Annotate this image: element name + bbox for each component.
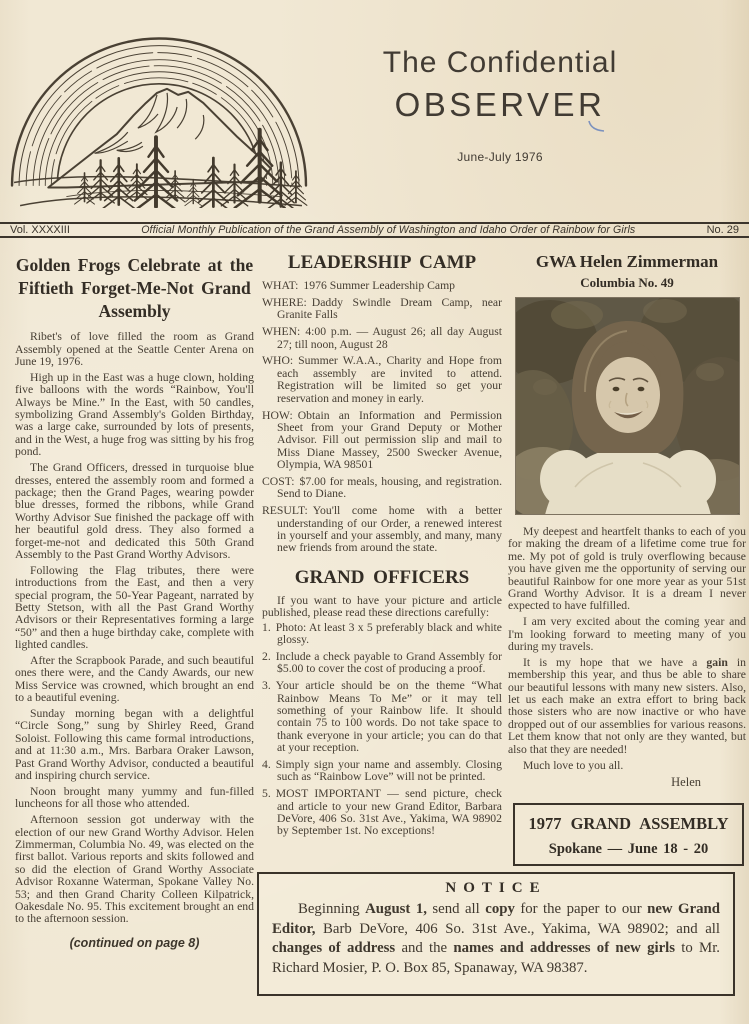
article-paragraph-4: Following the Flag tributes, there were introductions from the East, and then a very special program, the 50-Year Pageant, narrated by Betty Stetson, with all the Past Grand Worthy Advisors or their Representatives forming a large “50” and then a huge birthday cake, complete with lighted candles. xyxy=(15,563,254,652)
camp-item-result xyxy=(262,505,502,555)
camp-item-how xyxy=(262,410,502,472)
rainbow-mountain-logo xyxy=(6,14,308,208)
officers-item-number: 5. xyxy=(262,787,271,801)
officers-item-number: 1. xyxy=(262,620,271,634)
letter-paragraph-3: It is my hope that we have a gain in membership this year, and thus be able to share our beautiful lessons with many new sisters. Also, let us each make an extra effort to bring back those sisters who are now inactive or who have dropped out of our assemblies for various reasons. Let them know that not only are they wanted, but also that they are needed! xyxy=(508,655,747,756)
camp-item-label: WHO: xyxy=(262,354,294,368)
camp-item-text: You'll come home with a better understanding of our Order, a renewed interest in yourself and your assembly, and many, many new friends from around the state. xyxy=(277,504,502,555)
letter-paragraph-2: I am very excited about the coming year and I'm looking forward to meeting many of you during my travels. xyxy=(508,615,746,654)
grand-assembly-box xyxy=(513,803,744,866)
officers-item-1 xyxy=(262,622,502,647)
officers-item-5 xyxy=(262,788,502,838)
grand-assembly-date: Spokane — June 18 - 20 xyxy=(548,841,709,857)
letter-paragraph-4: Much love to you all. xyxy=(523,758,624,772)
camp-item-text: Obtain an Information and Permission Sheet from your Grand Deputy or Mother Advisor. Fill out permission slip and mail to Miss Diane Massey, 2500 Swecker Avenue, Olympia, WA 98501 xyxy=(277,408,502,472)
camp-item-where xyxy=(262,297,502,322)
article-paragraph-5: After the Scrapbook Parade, and such beautiful ones there were, and the Candy Awards, our new Miss Service was crowned, which brought an end to a beautiful evening. xyxy=(15,654,254,705)
officers-item-2 xyxy=(262,651,502,676)
officers-item-3 xyxy=(262,680,502,754)
officers-item-4 xyxy=(262,759,502,784)
officers-item-text: Include a check payable to Grand Assembly for $5.00 to cover the cost of producing a proof. xyxy=(275,649,502,676)
grand-assembly-title: 1977 GRAND ASSEMBLY xyxy=(528,814,729,833)
pen-mark xyxy=(588,120,606,134)
article-paragraph-7: Noon brought many yummy and fun-filled luncheons for all those who attended. xyxy=(15,784,254,811)
article-paragraph-2: High up in the East was a huge clown, holding five balloons with the words “Rainbow, You'll Always be Mine.” In the East, with 50 candles, symbolizing Grand Assembly's Golden Birthday, was a large cake, surrounded by lots of presents, and in the West, a huge frog was sitting by his frog pond. xyxy=(15,370,254,459)
signature: Helen xyxy=(671,775,701,790)
camp-item-text: Daddy Swindle Dream Camp, near Granite Falls xyxy=(277,295,502,322)
officers-title: GRAND OFFICERS xyxy=(294,566,470,588)
masthead-title-line2: OBSERVER xyxy=(394,86,606,123)
volume-label: Vol. XXXXIII xyxy=(10,224,70,236)
right-column xyxy=(508,252,746,790)
masthead xyxy=(346,46,654,164)
continued-note: (continued on page 8) xyxy=(69,935,200,950)
camp-item-who xyxy=(262,355,502,405)
camp-item-text: 4:00 p.m. — August 26; all day August 27; till noon, August 28 xyxy=(277,325,502,351)
camp-item-when xyxy=(262,326,502,351)
camp-item-what xyxy=(262,280,502,292)
masthead-date: June-July 1976 xyxy=(457,150,543,164)
issue-number: No. 29 xyxy=(706,224,739,236)
camp-item-label: COST: xyxy=(262,474,295,488)
notice-body: Beginning August 1, send all copy for the paper to our new Grand Editor, Barb DeVore, 406 So. 31st Ave., Yakima, WA 98902; and all changes of address and the names and addresses of new girls to Mr. Richard Mosier, P. O. Box 85, Spanaway, WA 98387. xyxy=(272,901,721,976)
publication-bar xyxy=(0,222,749,238)
left-column xyxy=(15,252,254,950)
officers-item-number: 4. xyxy=(262,758,271,771)
middle-column xyxy=(262,252,502,842)
publication-line: Official Monthly Publication of the Grand Assembly of Washington and Idaho Order of Rainbow for Girls xyxy=(141,224,636,236)
officers-item-text: MOST IMPORTANT — send picture, check and article to your new Grand Editor, Barbara DeVore, 406 So. 31st Ave., Yakima, WA 98902 by September 1st. No exceptions! xyxy=(275,787,502,838)
officers-item-text: Photo: At least 3 x 5 preferably black and white glossy. xyxy=(275,620,502,646)
camp-item-text: Summer W.A.A., Charity and Hope from each assembly are invited to attend. Registration will be limited so get your reservation and money in early. xyxy=(277,354,502,405)
camp-item-cost xyxy=(262,476,502,501)
masthead-title-line1: The Confidential xyxy=(382,46,618,79)
officers-intro: If you want to have your picture and article published, please read these directions carefully: xyxy=(262,593,502,620)
camp-item-label: WHERE: xyxy=(262,295,307,309)
article-paragraph-8: Afternoon session got underway with the election of our new Grand Worthy Advisor. Helen Zimmerman, Columbia No. 49, was elected on the first ballot. Various reports and skits followed and so did the election of Grand Worthy Associate Advisor Roxanne Waterman, Spokane Valley No. 53; and then Grand Charity Colleen Kilpatrick, Oakesdale No. 95. This excitement brought an end to the afternoon session. xyxy=(15,813,254,926)
camp-item-text: 1976 Summer Leadership Camp xyxy=(303,279,456,292)
gwa-photo xyxy=(515,297,740,515)
officers-item-number: 3. xyxy=(262,679,271,693)
article-paragraph-3: The Grand Officers, dressed in turquoise blue dresses, entered the assembly room and formed a package; then the Grand Pages, wearing powder blue dresses, formed the ribbons, while Grand Worthy Advisor Sue finished the package off with her beautiful gold dress. They also formed a forget-me-not and dedicated this 50th Grand Assembly to the Past Grand Worthy Advisors. xyxy=(15,461,254,561)
camp-item-label: WHEN: xyxy=(262,325,301,339)
camp-item-label: HOW: xyxy=(262,408,293,422)
gwa-subtitle: Columbia No. 49 xyxy=(580,275,674,290)
notice-title: NOTICE xyxy=(445,880,547,896)
camp-title: LEADERSHIP CAMP xyxy=(287,252,477,273)
letter-paragraph-1: My deepest and heartfelt thanks to each of you for making the dream of a lifetime come true for me. My pot of gold is truly overflowing because you have given me the opportunity of serving our beautiful Rainbow for one more year as your 51st Grand Worthy Advisor. It is a dream I never expected to have fulfilled. xyxy=(508,525,746,613)
camp-item-label: RESULT: xyxy=(262,504,308,518)
camp-item-label: WHAT: xyxy=(262,279,299,292)
article-paragraph-6: Sunday morning began with a delightful “Circle Song,” sung by Shirley Reed, Grand Soloist. Following this came formal introductions, and at 11:30 a.m., Mrs. Barbara Oraker Lawson, Past Grand Worthy Advisor, conducted a beautiful and inspiring church service. xyxy=(15,707,254,783)
officers-item-text: Simply sign your name and assembly. Closing such as “Rainbow Love” will not be printed. xyxy=(275,758,502,784)
officers-item-text: Your article should be on the theme “What Rainbow Means To Me” or it may tell something of your Rainbow life. It should contain 75 to 100 words. Do not take space to thank everyone in your article; you can do that at your reception. xyxy=(275,679,502,755)
camp-item-text: $7.00 for meals, housing, and registration. Send to Diane. xyxy=(277,474,502,501)
gwa-title: GWA Helen Zimmerman xyxy=(535,252,719,271)
officers-item-number: 2. xyxy=(262,649,271,663)
article-title: Golden Frogs Celebrate at the Fiftieth Forget-Me-Not Grand Assembly xyxy=(15,255,254,321)
article-paragraph-1: Ribet's of love filled the room as Grand Assembly opened at the Seattle Center Arena on June 19, 1976. xyxy=(15,330,254,369)
notice-box xyxy=(257,872,735,996)
